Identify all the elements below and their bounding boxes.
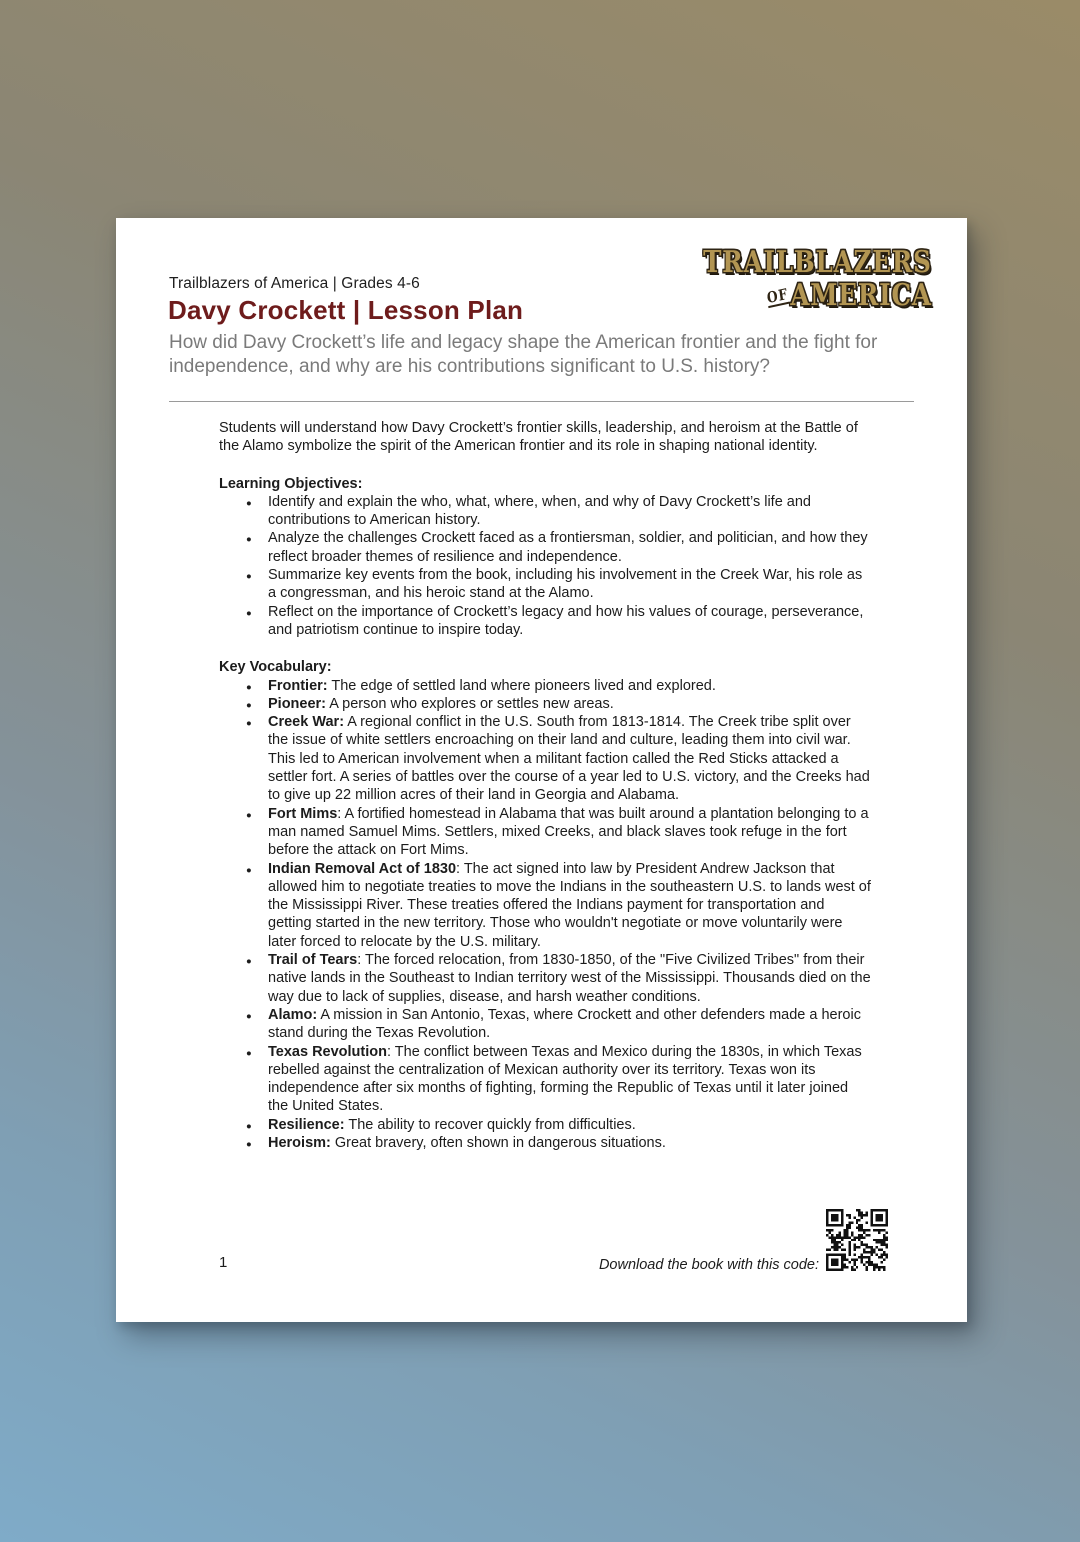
logo-america-text: AMERICA: [790, 278, 932, 313]
objective-text: Reflect on the importance of Crockett’s legacy and how his values of courage, perseverance, and patriotism continue to inspire today.: [268, 603, 864, 638]
vocab-term: Frontier:: [268, 677, 328, 694]
vocab-definition: The edge of settled land where pioneers lived and explored.: [327, 677, 716, 694]
qr-caption: Download the book with this code:: [598, 1257, 819, 1273]
vocab-definition: : The forced relocation, from 1830-1850, of the "Five Civilized Tribes" from their native lands in the Southeast to Indian territory west of the Mississippi. Thousands died on the way due to lack of supplies, disease, and harsh weather conditions.: [268, 952, 871, 1005]
objective-text: Identify and explain the who, what, where, when, and why of Davy Crockett’s life and contributions to American history.: [268, 493, 811, 529]
series-eyebrow: Trailblazers of America | Grades 4-6: [169, 275, 420, 292]
list-item: [268, 713, 871, 804]
trailblazers-of-america-logo: [653, 245, 932, 313]
vocab-definition: : The act signed into law by President Andrew Jackson that allowed him to negotiate treaties to move the Indians in the southeastern U.S. to lands west of the Mississippi River. These treaties offered the Indians payment for transportation and getting started in the new territory. Those who wouldn't negotiate or move voluntarily were later forced to relocate by the U.S. military.: [268, 860, 871, 950]
vocab-term: Trail of Tears: [268, 952, 358, 969]
list-item: [268, 1116, 871, 1134]
vocab-term: Texas Revolution: [268, 1043, 387, 1060]
vocab-definition: A mission in San Antonio, Texas, where Crockett and other defenders made a heroic stand during the Texas Revolution.: [268, 1006, 861, 1042]
lesson-content: [219, 419, 871, 1152]
vocab-definition: : A fortified homestead in Alabama that was built around a plantation belonging to a man named Samuel Mims. Settlers, mixed Creeks, and black slaves took refuge in the fort before the attack on Fort Mims.: [268, 805, 869, 859]
vocab-term: Alamo:: [268, 1006, 318, 1023]
vocab-definition: A person who explores or settles new areas.: [326, 695, 614, 712]
vocab-definition: : The conflict between Texas and Mexico during the 1830s, in which Texas rebelled against the centralization of Mexican authority over its territory. Texas won its independence after six months of fighting, forming the Republic of Texas until it later joined the United States.: [268, 1043, 862, 1115]
logo-line-america: [703, 278, 932, 313]
vocab-term: Resilience:: [268, 1116, 345, 1133]
vocab-term: Creek War:: [268, 714, 345, 731]
header-divider: [169, 401, 914, 402]
vocab-term: Fort Mims: [268, 805, 338, 822]
lesson-plan-page: [116, 218, 967, 1322]
logo-line-trailblazers: TRAILBLAZERS: [703, 245, 932, 280]
key-vocabulary-list: [219, 677, 871, 1153]
list-item: [268, 1134, 871, 1152]
list-item: [268, 603, 871, 640]
list-item: [268, 695, 871, 713]
list-item: [268, 860, 871, 951]
page-number: 1: [219, 1254, 228, 1271]
logo-of-monogram: OF: [765, 284, 790, 308]
list-item: [268, 529, 871, 566]
vocab-definition: The ability to recover quickly from difficulties.: [344, 1116, 636, 1133]
key-vocabulary-heading: Key Vocabulary:: [219, 659, 332, 676]
vocab-term: Indian Removal Act of 1830: [268, 860, 457, 877]
page-title: Davy Crockett | Lesson Plan: [168, 295, 524, 325]
objective-text: Summarize key events from the book, including his involvement in the Creek War, his role as a congressman, and his heroic stand at the Alamo.: [268, 567, 863, 602]
vocab-definition: A regional conflict in the U.S. South from 1813-1814. The Creek tribe split over the issue of white settlers encroaching on their land and culture, leading them into civil war. This led to American involvement when a militant faction called the Red Sticks attacked a settler fort. A series of battles over the course of a year led to U.S. victory, and the Creeks had to give up 22 million acres of their land in Georgia and Alabama.: [268, 714, 870, 804]
list-item: [268, 805, 871, 860]
vocab-definition: Great bravery, often shown in dangerous situations.: [330, 1134, 666, 1151]
list-item: [268, 1006, 871, 1043]
list-item: [268, 493, 871, 530]
objective-text: Analyze the challenges Crockett faced as a frontiersman, soldier, and politician, and how they reflect broader themes of resilience and independence.: [268, 530, 868, 565]
vocab-term: Heroism:: [268, 1134, 331, 1151]
learning-objectives-heading: Learning Objectives:: [219, 475, 363, 492]
vocab-term: Pioneer:: [268, 695, 327, 712]
list-item: [268, 677, 871, 695]
essential-question: How did Davy Crockett’s life and legacy shape the American frontier and the fight for independence, and why are his contributions significant to U.S. history?: [169, 332, 878, 377]
learning-objectives-list: [219, 493, 871, 639]
list-item: [268, 951, 871, 1006]
overview-paragraph: Students will understand how Davy Crockett’s frontier skills, leadership, and heroism at the Battle of the Alamo symbolize the spirit of the American frontier and its role in shaping national identity.: [219, 420, 858, 455]
list-item: [268, 566, 871, 603]
list-item: [268, 1043, 871, 1116]
qr-code: [826, 1208, 888, 1272]
